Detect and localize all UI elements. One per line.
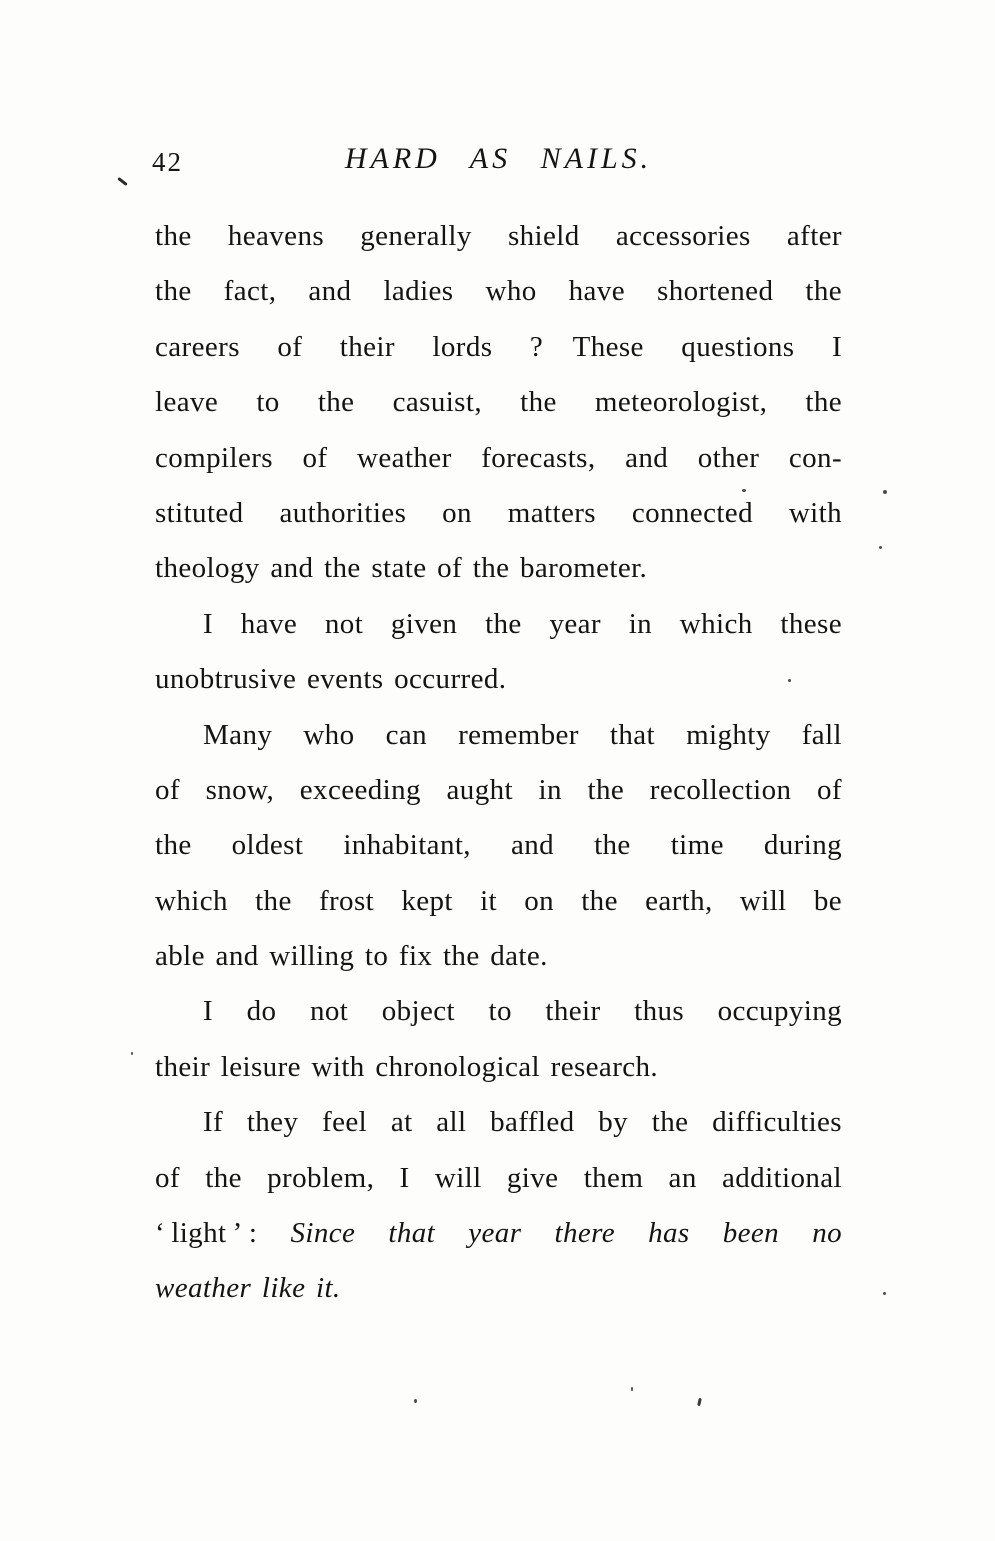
text-line: of the problem, I will give them an additional [155, 1161, 842, 1194]
text-line: I do not object to their thus occupying [203, 995, 842, 1028]
page-body [155, 209, 842, 1317]
scan-speck [883, 490, 887, 494]
text-segment-italic: Since that year there has been no [290, 1217, 842, 1250]
text-line: of snow, exceeding aught in the recollection of [155, 773, 842, 806]
text-line: the heavens generally shield accessories after [155, 220, 842, 252]
text-line: Many who can remember that mighty fall [203, 718, 842, 751]
scan-tick-mark [117, 177, 128, 186]
scan-speck [883, 1292, 886, 1295]
text-line: stituted authorities on matters connected with [155, 496, 842, 529]
text-line: If they feel at all baffled by the difficulties [203, 1106, 842, 1139]
scan-speck [131, 1052, 133, 1055]
scan-speck [414, 1399, 417, 1403]
text-segment-roman: ‘ light ’ : [155, 1217, 258, 1250]
running-title: HARD AS NAILS. [344, 142, 653, 175]
text-line: which the frost kept it on the earth, will be [155, 884, 842, 917]
scan-speck [697, 1398, 702, 1406]
scan-speck [742, 489, 746, 492]
text-line [155, 1206, 842, 1261]
text-line: unobtrusive events occurred. [155, 663, 507, 696]
text-line: compilers of weather forecasts, and other con- [155, 441, 842, 474]
text-line: their leisure with chronological research. [155, 1050, 659, 1083]
scan-speck [879, 546, 882, 549]
text-line: the fact, and ladies who have shortened the [155, 275, 842, 308]
text-line: leave to the casuist, the meteorologist, the [155, 386, 842, 419]
text-line: the oldest inhabitant, and the time during [155, 829, 842, 862]
scan-speck [631, 1387, 633, 1391]
text-line: careers of their lords ? These questions I [155, 330, 842, 363]
text-line: I have not given the year in which these [203, 607, 842, 640]
scan-speck [788, 679, 791, 682]
text-line: theology and the state of the barometer. [155, 552, 648, 585]
page-number: 42 [152, 147, 183, 177]
text-line: able and willing to fix the date. [155, 940, 548, 973]
text-line: weather like it. [155, 1272, 341, 1305]
